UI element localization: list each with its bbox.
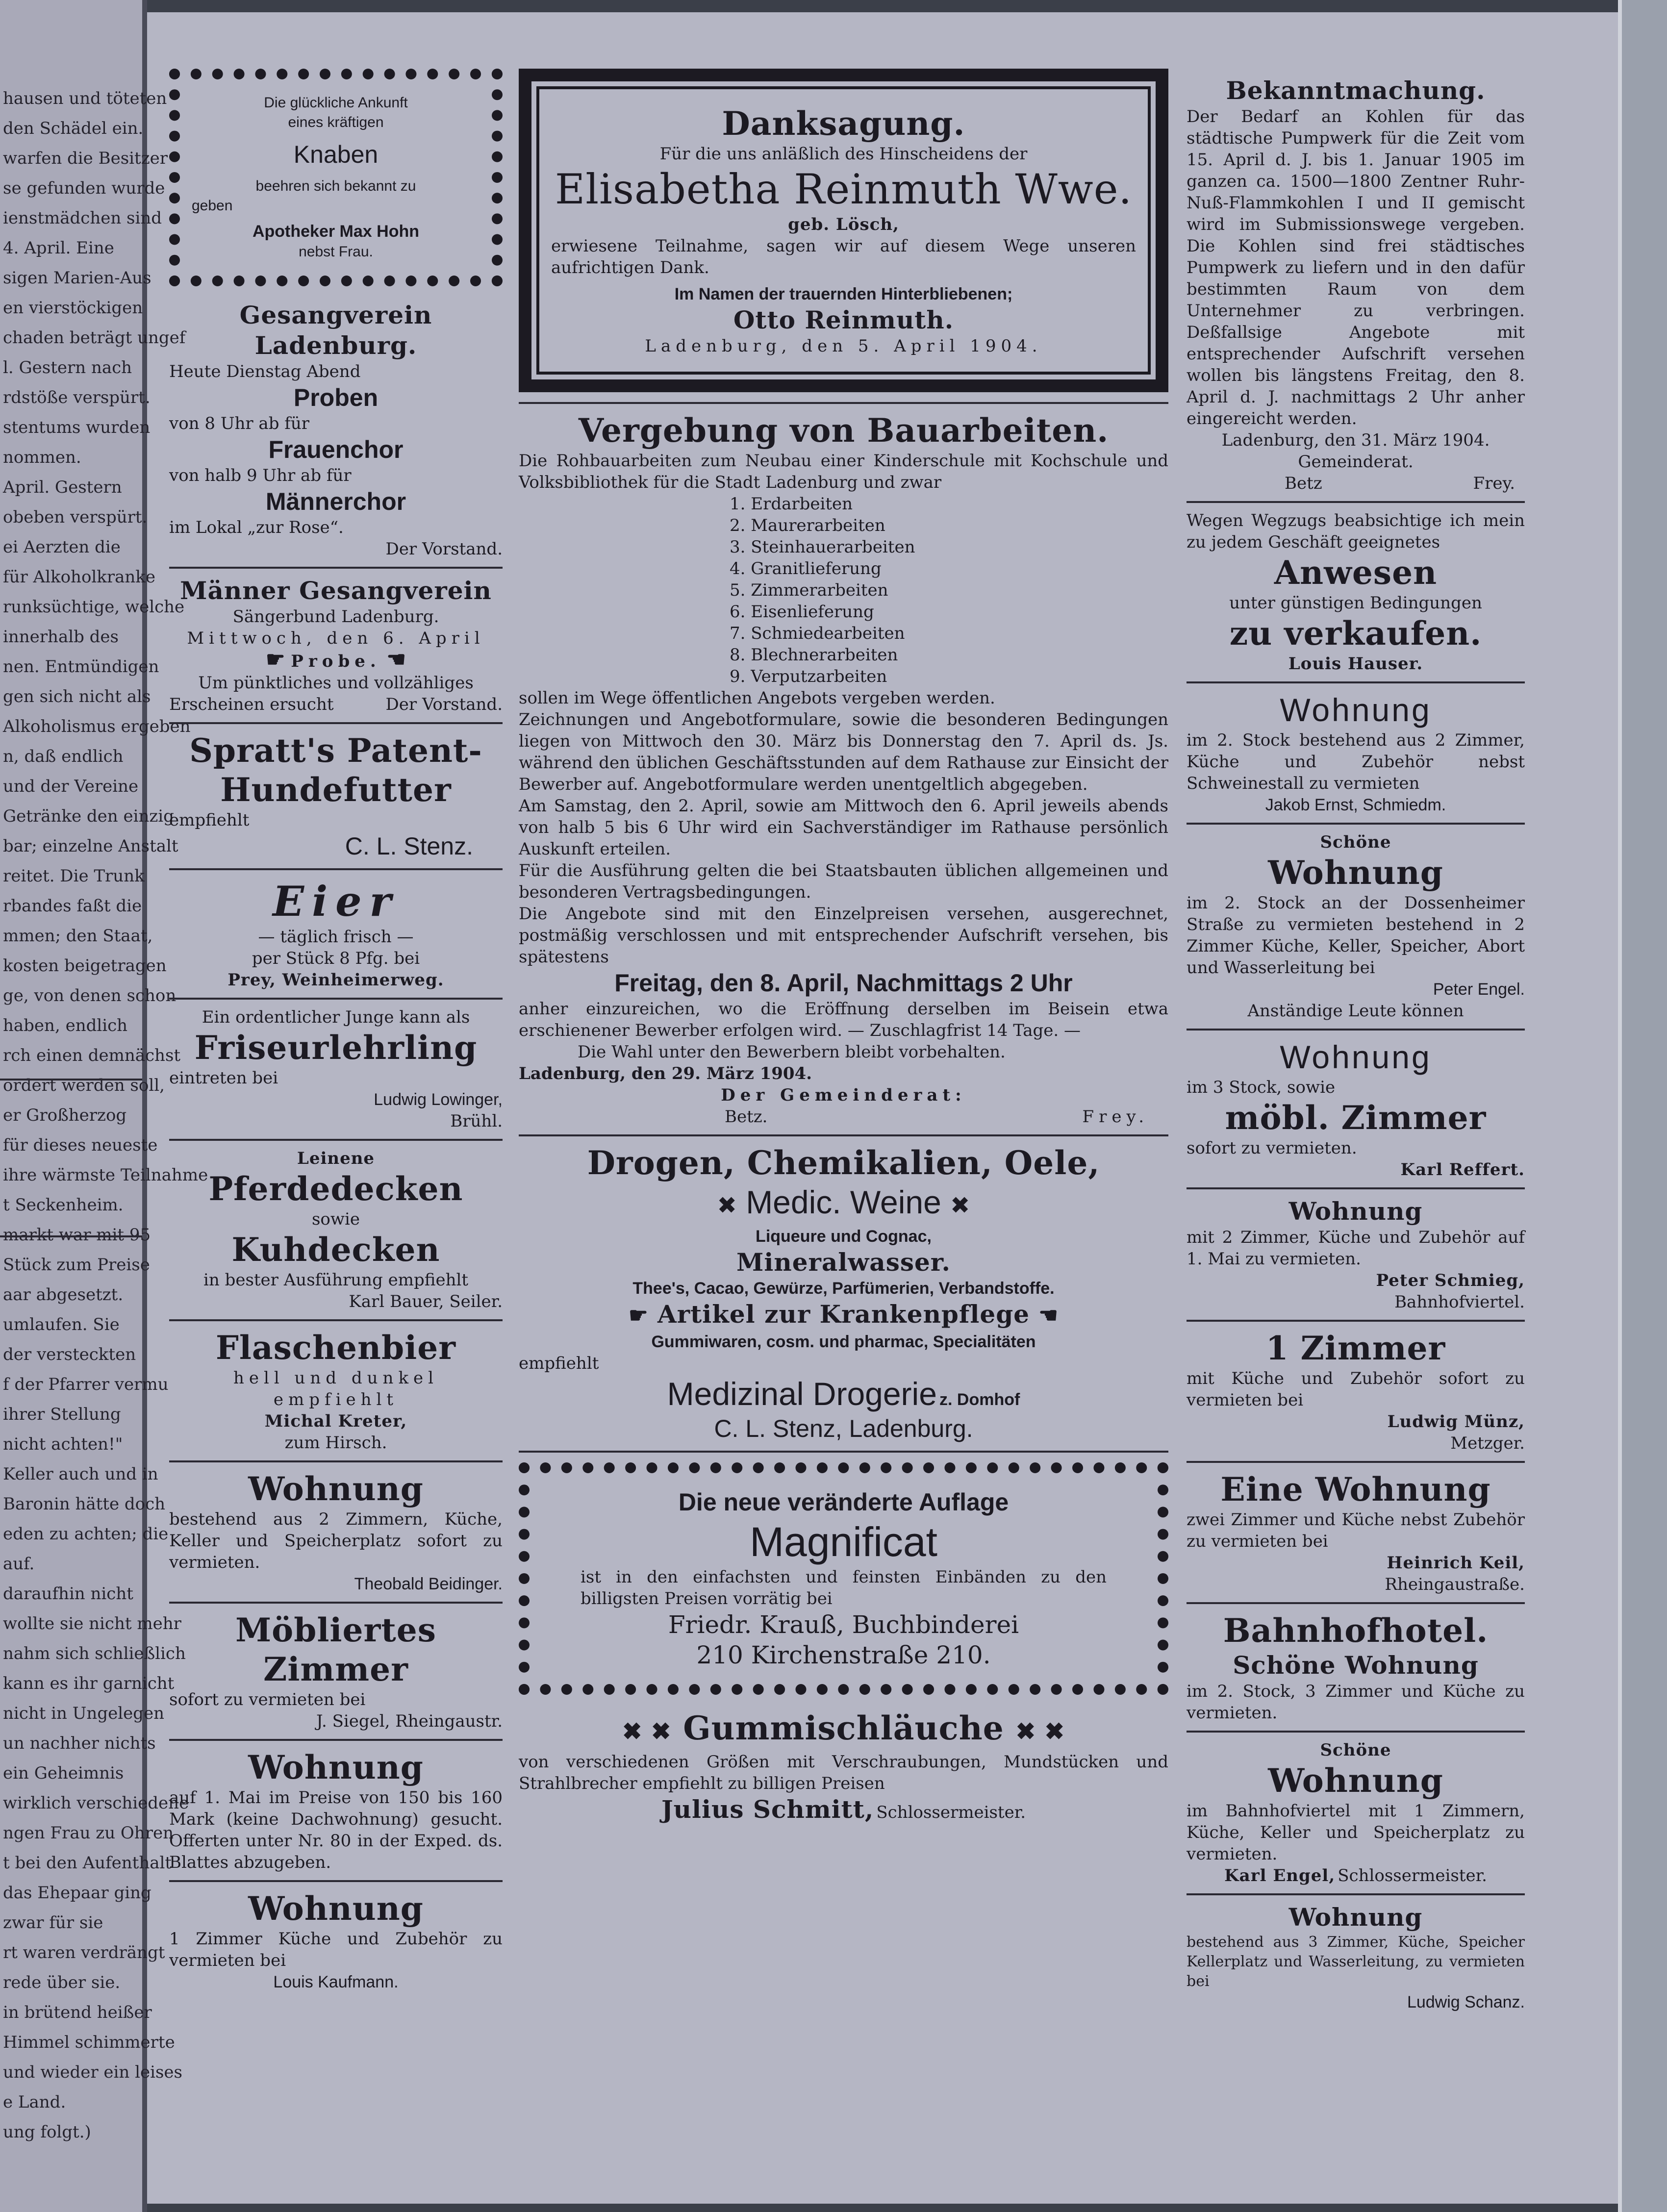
bleed-text-line: ihre wärmste Teilnahme: [3, 1165, 208, 1185]
drogen-store: Medizinal Drogerie: [667, 1376, 937, 1412]
bleed-text-line: 4. April. Eine: [3, 238, 114, 258]
bleed-text-line: ein Geheimnis: [3, 1763, 124, 1783]
maenner-event: Probe.: [291, 652, 381, 671]
decken-mid: sowie: [311, 1209, 360, 1229]
pointing-hand-icon: ☛: [266, 647, 285, 672]
drogen-ad: [519, 1136, 1168, 1453]
w-engel2-title: Wohnung: [1268, 1761, 1443, 1800]
w-reffert-seller: Karl Reffert.: [1400, 1160, 1525, 1180]
gesang-line1: von 8 Uhr ab für: [169, 414, 310, 433]
vergebung-title: Vergebung von Bauarbeiten.: [578, 411, 1109, 450]
eier-line2: per Stück 8 Pfg. bei: [252, 949, 420, 968]
moebliert-text: sofort zu vermieten bei: [169, 1690, 366, 1709]
wohnung-ernst-ad: [1187, 683, 1525, 825]
wohnung-keil-ad: [1187, 1463, 1525, 1604]
w-keil-place: Rheingaustraße.: [1385, 1575, 1525, 1594]
bleed-text-line: das Ehepaar ging: [3, 1883, 152, 1903]
zimmer-seller: Ludwig Münz,: [1387, 1412, 1525, 1432]
bahnhof-text: im 2. Stock, 3 Zimmer und Küche zu vermieten.: [1187, 1682, 1525, 1723]
vergebung-item: 6. Eisenlieferung: [730, 602, 874, 622]
bleed-text-line: haben, endlich: [3, 1016, 128, 1035]
bleed-text-line: n, daß endlich: [3, 747, 124, 766]
w-ernst-text: im 2. Stock bestehend aus 2 Zimmer, Küche und Zubehör nebst Schweinestall zu vermieten: [1187, 730, 1525, 793]
eier-line1: — täglich frisch —: [258, 927, 414, 947]
bleed-text-line: und wieder ein leises: [3, 2062, 182, 2082]
bleed-text-line: ngen Frau zu Ohren: [3, 1823, 174, 1843]
bleed-text-line: markt war mit 95: [3, 1225, 151, 1245]
bleed-text-line: runksüchtige, welche: [3, 597, 185, 617]
flaschenbier-ad: [169, 1321, 503, 1462]
spratt-ad: [169, 724, 503, 870]
vergebung-p6: anher einzureichen, wo die Eröffnung derselben im Beisein etwa erschienener Bewerber erfolgen wird. — Zuschlagfrist 14 Tage. —: [519, 999, 1168, 1040]
spratt-line2: Hundefutter: [220, 771, 452, 809]
w-reffert-text: im 3 Stock, sowie: [1187, 1078, 1336, 1097]
dank-line1: Für die uns anläßlich des Hinscheidens der: [659, 144, 1028, 164]
gesang-sign: Der Vorstand.: [385, 539, 503, 559]
vergebung-item: 4. Granitlieferung: [730, 559, 882, 578]
bleed-text-line: chaden beträgt ungef: [3, 328, 186, 348]
gesang-group2: Männerchor: [265, 488, 406, 515]
w-ernst-seller: Jakob Ernst, Schmiedm.: [1265, 796, 1446, 814]
w-engel2-trade: Schlossermeister.: [1338, 1866, 1487, 1885]
w-schmieg-seller: Peter Schmieg,: [1376, 1271, 1525, 1290]
bleed-text-line: kann es ihr garnicht: [3, 1674, 175, 1693]
bleed-text-line: warfen die Besitzer: [3, 149, 168, 168]
dank-line3: Im Namen der trauernden Hinterbliebenen;: [674, 285, 1013, 303]
gummi-text: von verschiedenen Größen mit Verschraubungen, Mundstücken und Strahlbrecher empfiehlt zu billigen Preisen: [519, 1752, 1168, 1793]
vergebung-item: 1. Erdarbeiten: [730, 494, 853, 514]
vergebung-item: 2. Maurerarbeiten: [730, 516, 885, 535]
dank-name: Elisabetha Reinmuth Wwe.: [555, 165, 1133, 213]
pointing-hand-left-icon: ☚: [1038, 1303, 1059, 1328]
dank-date: Ladenburg, den 5. April 1904.: [645, 336, 1042, 356]
dank-sign: Otto Reinmuth.: [733, 305, 954, 334]
bleed-text-line: auf.: [3, 1554, 35, 1574]
gesang-title: Gesangverein Ladenburg.: [239, 301, 432, 360]
w-engel2-seller: Karl Engel,: [1224, 1866, 1336, 1885]
bleed-text-line: e Land.: [3, 2092, 66, 2112]
wohnung-kaufmann-ad: [169, 1882, 503, 2000]
bleed-text-line: ung folgt.): [3, 2122, 91, 2142]
bleed-text-line: kosten beigetragen: [3, 956, 167, 976]
drogen-line5: Artikel zur Krankenpflege: [657, 1300, 1030, 1329]
wohnung-engel-ad: [1187, 825, 1525, 1031]
friseur-line1: Ein ordentlicher Junge kann als: [202, 1007, 470, 1027]
w-schanz-title: Wohnung: [1288, 1903, 1423, 1932]
magnificat-ad: [519, 1462, 1168, 1695]
flaschenbier-seller: Michal Kreter,: [264, 1411, 407, 1431]
decken-pre: Leinene: [297, 1149, 375, 1168]
drogen-seller: C. L. Stenz, Ladenburg.: [714, 1415, 973, 1442]
vergebung-date: Ladenburg, den 29. März 1904.: [519, 1064, 812, 1083]
bleed-text-line: rch einen demnächst: [3, 1046, 181, 1065]
friseur-seller: Ludwig Lowinger,: [374, 1090, 503, 1109]
bleed-text-line: ienstmädchen sind: [3, 208, 162, 228]
bleed-divider: [0, 1235, 142, 1237]
bleed-text-line: f der Pfarrer vermu: [3, 1375, 169, 1394]
w-schmieg-title: Wohnung: [1288, 1197, 1423, 1226]
vergebung-item: 9. Verputzarbeiten: [730, 667, 887, 686]
gummi-title: Gummischläuche: [683, 1709, 1004, 1747]
bleed-text-line: rbandes faßt die: [3, 896, 142, 916]
w-schanz-text: bestehend aus 3 Zimmer, Küche, Speicher Kellerplatz und Wasserleitung, zu vermieten bei: [1187, 1934, 1525, 1990]
vergebung-item: 7. Schmiedearbeiten: [730, 624, 905, 643]
anwesen-seller: Louis Hauser.: [1288, 654, 1423, 674]
dank-line2: erwiesene Teilnahme, sagen wir auf diesem Wege unseren aufrichtigen Dank.: [551, 236, 1136, 277]
wohnung3-text: 1 Zimmer Küche und Zubehör zu vermieten bei: [169, 1929, 503, 1970]
bekanntmachung-notice: [1187, 69, 1525, 503]
bleed-text-line: l. Gestern nach: [3, 358, 132, 377]
w-schmieg-place: Bahnhofviertel.: [1394, 1292, 1525, 1312]
left-ad-column: [169, 69, 503, 2000]
bleed-text-line: reitet. Die Trunk: [3, 866, 145, 886]
eier-title: Eier: [273, 877, 399, 926]
birth-announcement: [169, 69, 503, 286]
vergebung-p4: Für die Ausführung gelten die bei Staatsbauten üblichen allgemeinen und besonderen Vertragsbedingungen.: [519, 861, 1168, 902]
bleed-text-line: rede über sie.: [3, 1973, 121, 1992]
wohnung2-text: auf 1. Mai im Preise von 150 bis 160 Mark (keine Dachwohnung) gesucht. Offerten unter Nr. 80 in der Exped. ds. Blattes abzugeben.: [169, 1788, 503, 1872]
decken-ad: [169, 1141, 503, 1321]
bleed-text-line: ei Aerzten die: [3, 537, 121, 557]
book-binding-edge: [1618, 0, 1667, 2212]
vergebung-item: 5. Zimmerarbeiten: [730, 580, 888, 600]
bleed-text-line: Getränke den einzig: [3, 806, 174, 826]
vergebung-p3: Am Samstag, den 2. April, sowie am Mittwoch den 6. April jeweils abends von halb 5 bis 6 Uhr wird ein Sachverständiger im Rathause persönlich Auskunft erteilen.: [519, 796, 1168, 859]
decken-line1: in bester Ausführung empfiehlt: [203, 1270, 468, 1290]
bleed-text-line: t Seckenheim.: [3, 1195, 124, 1215]
anwesen-title2: zu verkaufen.: [1229, 614, 1482, 653]
wohnung3-title: Wohnung: [248, 1889, 424, 1928]
flaschenbier-line1: hell und dunkel empfiehlt: [233, 1368, 439, 1409]
bleed-text-line: rdstöße verspürt.: [3, 388, 151, 407]
birth-line4: geben: [192, 198, 233, 214]
w-engel-pre: Schöne: [1320, 832, 1391, 852]
zimmer-trade: Metzger.: [1450, 1433, 1525, 1453]
friseur-ad: [169, 1000, 503, 1141]
drogen-line4: Thee's, Cacao, Gewürze, Parfümerien, Verbandstoffe.: [632, 1279, 1055, 1298]
bleed-text-line: und der Vereine: [3, 777, 139, 796]
bleed-text-line: innerhalb des: [3, 627, 119, 647]
vergebung-p5: Die Angebote sind mit den Einzelpreisen versehen, ausgerechnet, postmäßig verschlossen und mit entsprechender Aufschrift versehen, bis spätestens: [519, 904, 1168, 967]
drogen-line2: Liqueure und Cognac,: [756, 1227, 932, 1246]
vergebung-p1: sollen im Wege öffentlichen Angebots vergeben werden.: [519, 688, 995, 708]
birth-line2: eines kräftigen: [288, 114, 384, 130]
cross-icon: ✖ ✖: [622, 1718, 672, 1745]
vergebung-sign-left: Betz.: [725, 1107, 768, 1127]
maenner-sign: Der Vorstand.: [385, 695, 503, 714]
bleed-text-line: daraufhin nicht: [3, 1584, 133, 1604]
w-engel-title: Wohnung: [1268, 854, 1443, 892]
w-keil-seller: Heinrich Keil,: [1387, 1553, 1525, 1573]
birth-signer: Apotheker Max Hohn: [252, 222, 420, 241]
spratt-line1: Spratt's Patent-: [189, 731, 482, 770]
bekannt-title: Bekanntmachung.: [1226, 76, 1486, 105]
wohnung3-seller: Louis Kaufmann.: [273, 1973, 399, 1991]
bleed-text-line: aar abgesetzt.: [3, 1285, 124, 1305]
vergebung-item: 8. Blechnerarbeiten: [730, 645, 898, 665]
vergebung-sign-right: Frey.: [1082, 1107, 1149, 1127]
bleed-text-line: für dieses neueste: [3, 1135, 158, 1155]
anwesen-ad: [1187, 503, 1525, 683]
bleed-text-line: bar; einzelne Anstalt: [3, 836, 178, 856]
w-schanz-seller: Ludwig Schanz.: [1407, 1993, 1525, 2011]
eier-seller: Prey, Weinheimerweg.: [227, 970, 444, 990]
bleed-text-line: Keller auch und in: [3, 1464, 158, 1484]
bleed-text-line: den Schädel ein.: [3, 119, 144, 138]
bleed-text-line: stentums wurden: [3, 418, 151, 437]
bleed-text-line: eden zu achten; die: [3, 1524, 169, 1544]
vergebung-intro: Die Rohbauarbeiten zum Neubau einer Kinderschule mit Kochschule und Volksbibliothek für die Stadt Ladenburg und zwar: [519, 451, 1168, 492]
bleed-text-line: ihrer Stellung: [3, 1405, 121, 1424]
magnificat-seller: Friedr. Krauß, Buchbinderei: [668, 1610, 1019, 1639]
gummi-trade: Schlossermeister.: [876, 1803, 1026, 1822]
spratt-seller: C. L. Stenz.: [345, 832, 473, 860]
w-engel-note: Anständige Leute können: [1247, 1001, 1464, 1021]
wohnung-beidinger-ad: [169, 1462, 503, 1604]
drogen-prefix: empfiehlt: [519, 1354, 599, 1373]
anwesen-title: Anwesen: [1274, 553, 1438, 592]
w-reffert-text2: sofort zu vermieten.: [1187, 1138, 1357, 1158]
bleed-text-line: obeben verspürt.: [3, 507, 148, 527]
flaschenbier-title: Flaschenbier: [216, 1329, 456, 1367]
friseur-title: Friseurlehrling: [194, 1029, 478, 1067]
vergebung-deadline: Freitag, den 8. April, Nachmittags 2 Uhr: [614, 969, 1073, 997]
pointing-hand-icon: ☛: [629, 1303, 649, 1328]
maenner-line2: Erscheinen ersucht: [169, 695, 334, 714]
friseur-place: Brühl.: [450, 1111, 503, 1131]
maenner-gesang-ad: [169, 569, 503, 724]
w-engel-seller: Peter Engel.: [1433, 980, 1525, 999]
gesang-when: Heute Dienstag Abend: [169, 362, 361, 381]
gummi-seller: Julius Schmitt,: [661, 1795, 874, 1824]
anwesen-line1: Wegen Wegzugs beabsichtige ich mein zu jedem Geschäft geeignetes: [1187, 511, 1525, 552]
bleed-text-line: hausen und töteten: [3, 89, 167, 108]
bleed-text-line: sigen Marien-Aus: [3, 268, 152, 288]
w-keil-title: Eine Wohnung: [1220, 1470, 1491, 1508]
bekannt-sign-right: Frey.: [1473, 474, 1515, 493]
bahnhofhotel-ad: [1187, 1604, 1525, 1733]
bleed-text-line: nicht achten!": [3, 1434, 123, 1454]
wohnung-engel2-ad: [1187, 1733, 1525, 1895]
maenner-line1: Um pünktliches und vollzähliges: [198, 673, 474, 693]
w-reffert-title2: möbl. Zimmer: [1225, 1099, 1487, 1137]
bleed-text-line: rt waren verdrängt: [3, 1943, 165, 1962]
wohnung-schanz-ad: [1187, 1895, 1525, 2020]
zimmer-muenz-ad: [1187, 1322, 1525, 1463]
friseur-line2: eintreten bei: [169, 1068, 278, 1088]
magnificat-title: Magnificat: [750, 1519, 937, 1565]
gesang-event: Proben: [293, 384, 379, 411]
bleed-text-line: der versteckten: [3, 1345, 136, 1364]
w-engel-text: im 2. Stock an der Dossenheimer Straße zu vermieten bestehend in 2 Zimmer Küche, Keller, Speicher, Abort und Wasserleitung bei: [1187, 893, 1525, 978]
bahnhof-title2: Schöne Wohnung: [1233, 1651, 1479, 1680]
bleed-divider: [0, 1079, 142, 1081]
bekannt-council: Gemeinderat.: [1298, 452, 1414, 472]
birth-line5: nebst Frau.: [299, 244, 373, 260]
vergebung-p2: Zeichnungen und Angebotformulare, sowie die besonderen Bedingungen liegen von Mittwoch den 30. März bis Donnerstag den 7. April ds. Js. während den üblichen Geschäftsstunden auf dem Rathause zur Einsicht der Bewerber auf. Angebotformulare werden unentgeltlich abgegeben.: [519, 710, 1168, 794]
decken-title2: Kuhdecken: [231, 1231, 440, 1269]
w-engel2-pre: Schöne: [1320, 1740, 1391, 1760]
dank-born: geb. Lösch,: [788, 215, 899, 234]
moebliert-ad: [169, 1604, 503, 1741]
bleed-text-line: en vierstöckigen: [3, 298, 143, 318]
moebliert-title: Möbliertes Zimmer: [235, 1611, 436, 1688]
drogen-title: Drogen, Chemikalien, Oele,: [587, 1144, 1100, 1182]
bleed-text-line: gen sich nicht als: [3, 687, 151, 706]
zimmer-title: 1 Zimmer: [1265, 1329, 1446, 1367]
flaschenbier-place: zum Hirsch.: [284, 1433, 387, 1453]
cross-icon: ✖: [950, 1193, 970, 1219]
bekannt-date: Ladenburg, den 31. März 1904.: [1221, 430, 1490, 450]
maenner-when: Mittwoch, den 6. April: [187, 628, 485, 648]
wohnung1-title: Wohnung: [248, 1470, 424, 1508]
bleed-text-line: zwar für sie: [3, 1913, 103, 1933]
w-engel2-text: im Bahnhofviertel mit 1 Zimmern, Küche, Keller und Speicherplatz zu vermieten.: [1187, 1801, 1525, 1864]
zimmer-text: mit Küche und Zubehör sofort zu vermieten bei: [1187, 1369, 1525, 1410]
cross-icon: ✖: [717, 1193, 737, 1219]
bleed-text-line: Stück zum Preise: [3, 1255, 150, 1275]
decken-seller: Karl Bauer, Seiler.: [349, 1292, 503, 1311]
bleed-text-line: se gefunden wurde: [3, 178, 165, 198]
gesang-line2: von halb 9 Uhr ab für: [169, 466, 352, 485]
gesang-group1: Frauenchor: [268, 436, 404, 463]
bleed-text-line: er Großherzog: [3, 1106, 127, 1125]
gesang-line3: im Lokal „zur Rose“.: [169, 518, 344, 537]
w-keil-text: zwei Zimmer und Küche nebst Zubehör zu vermieten bei: [1187, 1510, 1525, 1551]
vergebung-notice: [519, 402, 1168, 1136]
spratt-prefix: empfiehlt: [169, 810, 250, 830]
anwesen-line2: unter günstigen Bedingungen: [1229, 593, 1482, 613]
cross-icon: ✖ ✖: [1015, 1718, 1065, 1745]
vergebung-p7: Die Wahl unter den Bewerbern bleibt vorbehalten.: [578, 1042, 1006, 1062]
w-schmieg-text: mit 2 Zimmer, Küche und Zubehör auf 1. Mai zu vermieten.: [1187, 1228, 1525, 1269]
drogen-line6: Gummiwaren, cosm. und pharmac, Specialitäten: [651, 1332, 1036, 1351]
bekannt-sign-left: Betz: [1285, 474, 1322, 493]
bleed-text-line: in brütend heißer: [3, 2003, 152, 2022]
bleed-text-line: umlaufen. Sie: [3, 1315, 120, 1334]
eier-ad: [169, 870, 503, 1000]
wohnung2-title: Wohnung: [248, 1748, 424, 1786]
gummi-ad: [519, 1702, 1168, 1832]
moebliert-seller: J. Siegel, Rheingaustr.: [316, 1711, 503, 1731]
vergebung-item: 3. Steinhauerarbeiten: [730, 537, 915, 557]
magnificat-line2: ist in den einfachsten und feinsten Einbänden zu den billigsten Preisen vorrätig bei: [581, 1567, 1107, 1609]
right-ad-column: [1187, 69, 1525, 2020]
bleed-text-line: un nachher nichts: [3, 1734, 156, 1753]
wohnung-schmieg-ad: [1187, 1189, 1525, 1322]
bleed-text-line: wirklich verschiedene: [3, 1793, 189, 1813]
vergebung-item-list: [519, 493, 1168, 687]
bleed-text-line: Himmel schimmerte: [3, 2033, 175, 2052]
vergebung-council: Der Gemeinderat:: [721, 1085, 966, 1105]
left-page-bleed: [0, 0, 208, 2212]
bahnhof-title: Bahnhofhotel.: [1223, 1611, 1489, 1650]
bleed-text-line: nen. Entmündigen: [3, 657, 159, 677]
bleed-text-line: ordert werden soll,: [3, 1076, 165, 1095]
magnificat-line1: Die neue veränderte Auflage: [678, 1488, 1009, 1516]
birth-line1: Die glückliche Ankunft: [264, 95, 408, 111]
gesangverein-ad: [169, 293, 503, 569]
w-ernst-title: Wohnung: [1280, 692, 1432, 728]
bleed-text-line: t bei den Aufenthalt: [3, 1853, 172, 1873]
bleed-text-line: mmen; den Staat,: [3, 926, 153, 946]
dank-title: Danksagung.: [722, 104, 965, 143]
bleed-text-line: ge, von denen schon: [3, 986, 177, 1005]
bleed-text-line: für Alkoholkranke: [3, 567, 156, 587]
drogen-line1: Medic. Weine: [746, 1184, 941, 1220]
drogen-store-loc: z. Domhof: [939, 1390, 1020, 1409]
maenner-title: Männer Gesangverein: [180, 576, 492, 605]
birth-name: Knaben: [293, 141, 379, 168]
magnificat-address: 210 Kirchenstraße 210.: [696, 1641, 991, 1669]
bekannt-text: Der Bedarf an Kohlen für das städtische Pumpwerk für die Zeit vom 15. April d. J. bis 1. Januar 1905 im ganzen ca. 1500—1800 Zentner Ruhr-Nuß-Flammkohlen I und II gemischt wird im Submissionswege vergeben. Die Kohlen sind frei städtisches Pumpwerk zu liefern und in den dafür bestimmten Raum von dem Unternehmer zu verbringen. Deßfallsige Angebote mit entsprechender Aufschrift versehen wollen bis längstens Freitag, den 8. April d. J. nachmittags 2 Uhr anher eingereicht werden.: [1187, 107, 1525, 428]
maenner-sub: Sängerbund Ladenburg.: [232, 607, 439, 627]
bleed-text-line: Alkoholismus ergeben: [3, 717, 191, 736]
birth-line3: beehren sich bekannt zu: [255, 178, 416, 194]
wohnung-reffert-ad: [1187, 1031, 1525, 1189]
wohnung1-seller: Theobald Beidinger.: [354, 1575, 503, 1593]
bleed-text-line: wollte sie nicht mehr: [3, 1614, 181, 1634]
pointing-hand-left-icon: ☚: [386, 647, 406, 672]
wohnung1-text: bestehend aus 2 Zimmern, Küche, Keller und Speicherplatz sofort zu vermieten.: [169, 1509, 503, 1572]
bleed-text-line: nahm sich schließlich: [3, 1644, 186, 1663]
bleed-text-line: nommen.: [3, 448, 81, 467]
middle-ad-column: [519, 69, 1168, 1832]
w-reffert-title: Wohnung: [1280, 1039, 1432, 1075]
bleed-text-line: April. Gestern: [3, 478, 122, 497]
decken-title: Pferdedecken: [208, 1170, 463, 1208]
drogen-line3: Mineralwasser.: [736, 1248, 951, 1277]
danksagung-notice: [519, 69, 1168, 392]
bleed-text-line: Baronin hätte doch: [3, 1494, 166, 1514]
bleed-text-line: nicht in Ungelegen: [3, 1704, 164, 1723]
wohnung-gesucht-ad: [169, 1741, 503, 1882]
